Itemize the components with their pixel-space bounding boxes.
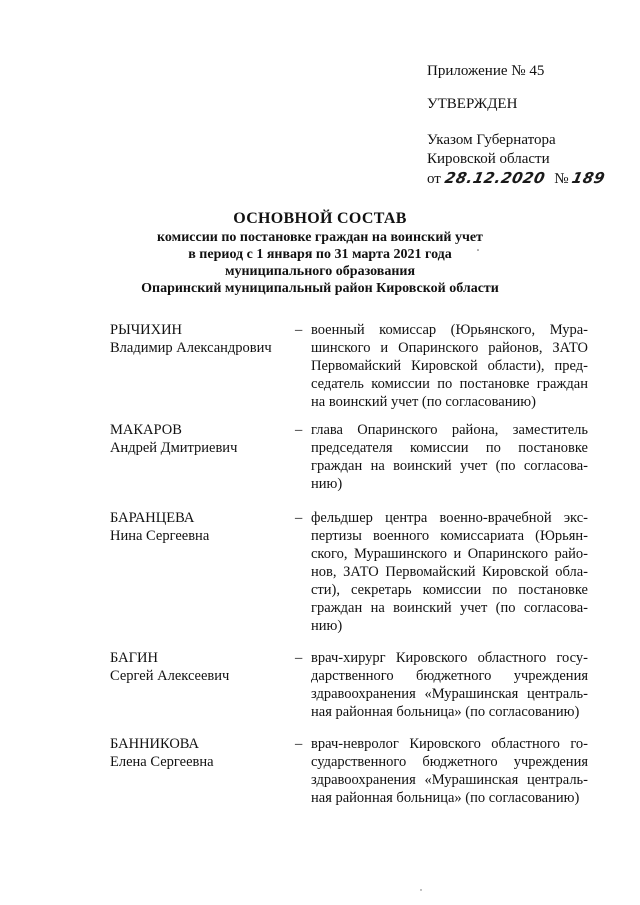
dash-separator: – [295,510,303,526]
heading-line-2: в период с 1 января по 31 марта 2021 года [188,247,452,262]
from-label: от [427,171,441,187]
speck [477,249,479,251]
role-line: граждан на воинский учет (по согласова- [311,458,588,474]
dash-separator: – [295,422,303,438]
document-title: ОСНОВНОЙ СОСТАВ [233,210,407,227]
dash-separator: – [295,736,303,752]
role-line: председателя комиссии по постановке [311,440,588,456]
role-line: на воинский учет (по согласованию) [311,394,536,410]
role-line: ского, Мурашинского и Опаринского райо- [311,546,588,562]
role-line: здравоохранения «Мурашинская централь- [311,772,588,788]
role-line: здравоохранения «Мурашинская централь- [311,686,588,702]
approved-stamp-text: УТВЕРЖДЕН [427,96,518,112]
role-line: ная районная больница» (по согласованию) [311,704,580,720]
role-line: ная районная больница» (по согласованию) [311,790,580,806]
role-line: седатель комиссии по постановке граждан [311,376,588,392]
heading-line-1: комиссии по постановке граждан на воинский учет [157,230,483,245]
member-given-name: Владимир Александрович [110,340,272,356]
decree-line-1: Указом Губернатора [427,132,556,148]
role-line: дарственного бюджетного учреждения [311,668,588,684]
heading-line-3: муниципального образования [224,264,416,279]
speck [420,889,421,890]
role-line: глава Опаринского района, заместитель [311,422,588,438]
role-line: военный комиссар (Юрьянского, Мура- [311,322,588,338]
dash-separator: – [295,322,303,338]
member-surname: РЫЧИХИН [110,322,183,338]
role-line: нов, ЗАТО Первомайский Кировской обла- [311,564,588,580]
member-surname: МАКАРОВ [110,422,182,438]
role-line: врач-невролог Кировского областного го- [311,736,588,752]
role-line: нию) [311,476,343,492]
appendix-number: Приложение № 45 [427,63,545,79]
member-surname: БАГИН [110,650,158,666]
heading-line-4: Опаринский муниципальный район Кировской области [141,281,499,296]
role-line: сударственного бюджетного учреждения [311,754,588,770]
member-given-name: Андрей Дмитриевич [110,440,238,456]
member-surname: БАРАНЦЕВА [110,510,195,526]
decree-line-2: Кировской области [427,151,550,167]
member-given-name: Нина Сергеевна [110,528,210,544]
role-line: шинского и Опаринского районов, ЗАТО [311,340,588,356]
role-line: Первомайский Кировской области), пред- [311,358,588,374]
member-given-name: Елена Сергеевна [110,754,214,770]
role-line: нию) [311,618,343,634]
role-line: граждан на воинский учет (по согласова- [311,600,588,616]
member-given-name: Сергей Алексеевич [110,668,230,684]
role-line: пертизы военного комиссариата (Юрьян- [311,528,588,544]
dash-separator: – [295,650,303,666]
member-surname: БАННИКОВА [110,736,200,752]
role-line: фельдшер центра военно-врачебной экс- [311,510,588,526]
handwritten-number: 189 [570,169,608,187]
role-line: сти), секретарь комиссии по постановке [311,582,588,598]
number-label: № [554,171,569,187]
handwritten-date: 28.12.2020 [442,169,547,187]
role-line: врач-хирург Кировского областного госу- [311,650,588,666]
